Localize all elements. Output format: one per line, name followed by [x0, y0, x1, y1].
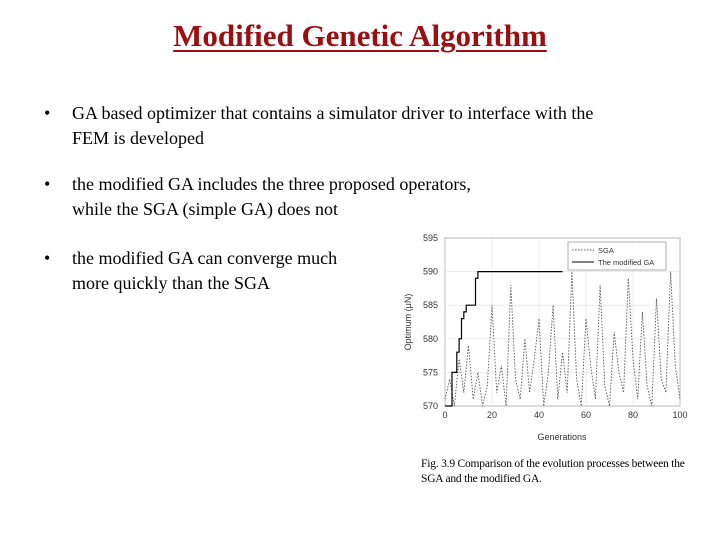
- y-axis-label: Optimum (μN): [403, 293, 413, 351]
- bullet-item: [44, 246, 404, 296]
- bullet-dot: •: [44, 248, 51, 268]
- bullet-text: GA based optimizer that contains a simulator driver to interface with the FEM is developed: [72, 103, 594, 148]
- legend-label-sga: SGA: [598, 246, 614, 255]
- y-tick-label: 585: [422, 300, 438, 311]
- slide-title: Modified Genetic Algorithm: [173, 18, 547, 53]
- legend-label-modified-ga: The modified GA: [598, 258, 655, 267]
- bullet-text: the modified GA can converge much more quickly than the SGA: [72, 248, 338, 293]
- y-tick-label: 570: [422, 401, 438, 411]
- figure-caption: Fig. 3.9 Comparison of the evolution processes between the SGA and the modified GA.: [421, 458, 685, 485]
- bullet-item: [44, 101, 684, 151]
- convergence-chart: [395, 228, 695, 446]
- y-tick-label: 580: [422, 333, 438, 344]
- x-tick-label: 40: [533, 410, 545, 420]
- y-tick-label: 575: [422, 367, 438, 378]
- bullet-item: [44, 172, 604, 222]
- bullet-dot: •: [44, 174, 51, 194]
- y-tick-label: 595: [422, 233, 438, 243]
- x-tick-label: 60: [580, 410, 592, 420]
- bullet-dot: •: [44, 103, 51, 123]
- bullet-text: the modified GA includes the three proposed operators, while the SGA (simple GA) does not: [72, 174, 471, 219]
- x-tick-label: 20: [486, 410, 498, 420]
- x-axis-label: Generations: [537, 432, 587, 442]
- x-tick-label: 100: [672, 410, 688, 420]
- x-tick-label: 0: [442, 410, 448, 420]
- y-tick-label: 590: [422, 266, 438, 277]
- x-tick-label: 80: [627, 410, 639, 420]
- legend: [568, 242, 666, 270]
